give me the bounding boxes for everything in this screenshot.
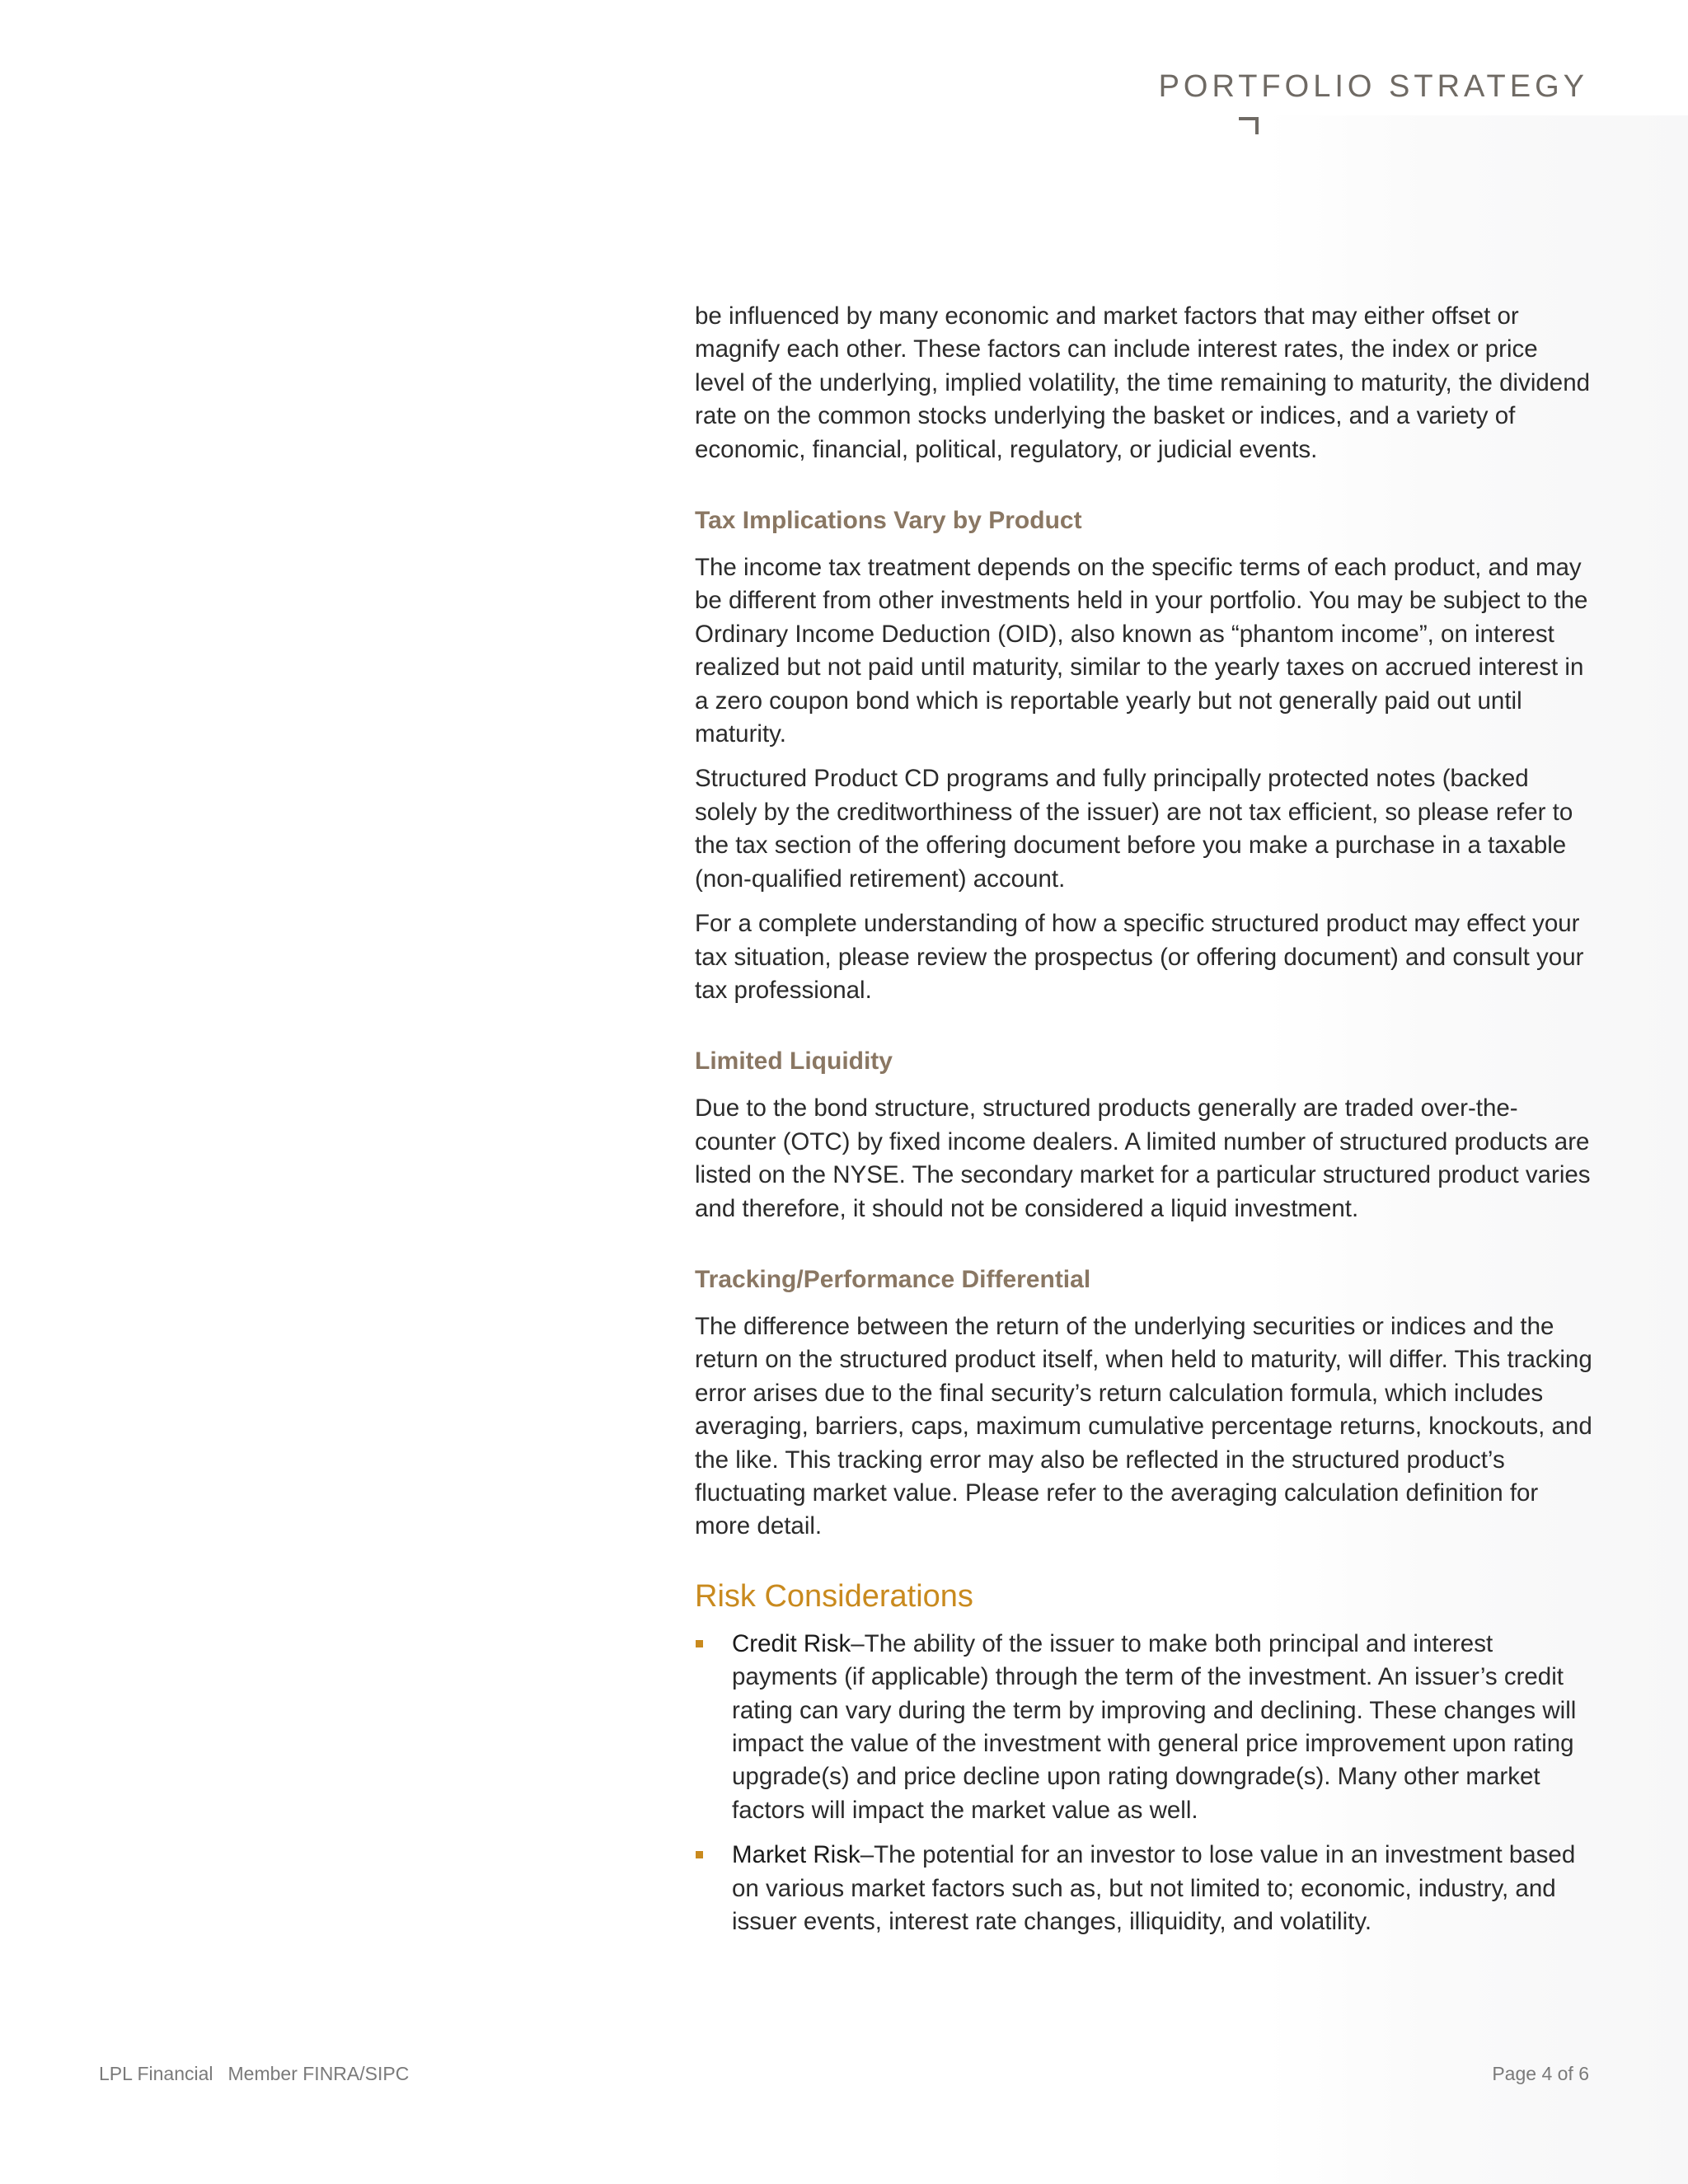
risk-term: Credit Risk bbox=[732, 1629, 851, 1657]
risk-considerations-heading: Risk Considerations bbox=[695, 1578, 973, 1614]
tracking-heading: Tracking/Performance Differential bbox=[695, 1265, 1091, 1293]
tax-paragraph-3: For a complete understanding of how a specific structured product may effect your tax situation, please review the prospectus (or offering document) and consult your tax professional. bbox=[695, 910, 1584, 1004]
risk-dash: – bbox=[860, 1841, 874, 1869]
risk-description: The potential for an investor to lose value in an investment based on various market factors such as, but not limited to; economic, industry, and issuer events, interest rate changes, illiquidity, and volatility. bbox=[732, 1841, 1576, 1936]
header-title: PORTFOLIO STRATEGY bbox=[1158, 69, 1588, 104]
footer-company: LPL Financial bbox=[99, 2063, 213, 2084]
tax-heading: Tax Implications Vary by Product bbox=[695, 507, 1082, 535]
tax-paragraph-1: The income tax treatment depends on the specific terms of each product, and may be different from other investments held in your portfolio. You may be subject to the Ordinary Income Deduction (OID), also known as “phantom income”, on interest realized but not paid until maturity, similar to the yearly taxes on accrued interest in a zero coupon bond which is reportable yearly but not generally paid out until maturity. bbox=[695, 554, 1588, 748]
list-item bbox=[695, 1628, 1593, 1827]
corner-mark-decoration bbox=[1239, 117, 1259, 134]
footer-page-number: Page 4 of 6 bbox=[1492, 2063, 1589, 2084]
square-bullet-icon bbox=[696, 1851, 703, 1858]
intro-paragraph: be influenced by many economic and market factors that may either offset or magnify each other. These factors can include interest rates, the index or price level of the underlying, implied volatility, the time remaining to maturity, the dividend rate on the common stocks underlying the basket or indices, and a variety of economic, financial, political, regulatory, or judicial events. bbox=[695, 302, 1591, 463]
liquidity-heading: Limited Liquidity bbox=[695, 1047, 893, 1076]
list-item bbox=[695, 1839, 1593, 1938]
risk-list bbox=[695, 1628, 1593, 1939]
tracking-paragraph: The difference between the return of the underlying securities or indices and the return on the structured product itself, when held to maturity, will differ. This tracking error arises due to the final security’s return calculation formula, which includes averaging, barriers, caps, maximum cumulative percentage returns, knockouts, and the like. This tracking error may also be reflected in the structured product’s fluctuating market value. Please refer to the averaging calculation definition for more detail. bbox=[695, 1312, 1592, 1540]
square-bullet-icon bbox=[696, 1640, 703, 1647]
risk-description: The ability of the issuer to make both principal and interest payments (if applicable) through the term of the investment. An issuer’s credit rating can vary during the term by improving and declining. These changes will impact the value of the investment with general price improvement upon rating upgrade(s) and price decline upon rating downgrade(s). Many other market factors will impact the market value as well. bbox=[732, 1629, 1577, 1824]
footer-membership: Member FINRA/SIPC bbox=[227, 2063, 410, 2084]
main-content bbox=[695, 300, 1593, 1950]
risk-dash: – bbox=[851, 1629, 865, 1657]
liquidity-paragraph: Due to the bond structure, structured products generally are traded over-the-counter (OTC) by fixed income dealers. A limited number of structured products are listed on the NYSE. The secondary market for a particular structured product varies and therefore, it should not be considered a liquid investment. bbox=[695, 1094, 1591, 1222]
tax-paragraph-2: Structured Product CD programs and fully principally protected notes (backed solely by the creditworthiness of the issuer) are not tax efficient, so please refer to the tax section of the offering document before you make a purchase in a taxable (non-qualified retirement) account. bbox=[695, 765, 1573, 893]
footer-left bbox=[99, 2063, 409, 2085]
risk-term: Market Risk bbox=[732, 1841, 860, 1869]
